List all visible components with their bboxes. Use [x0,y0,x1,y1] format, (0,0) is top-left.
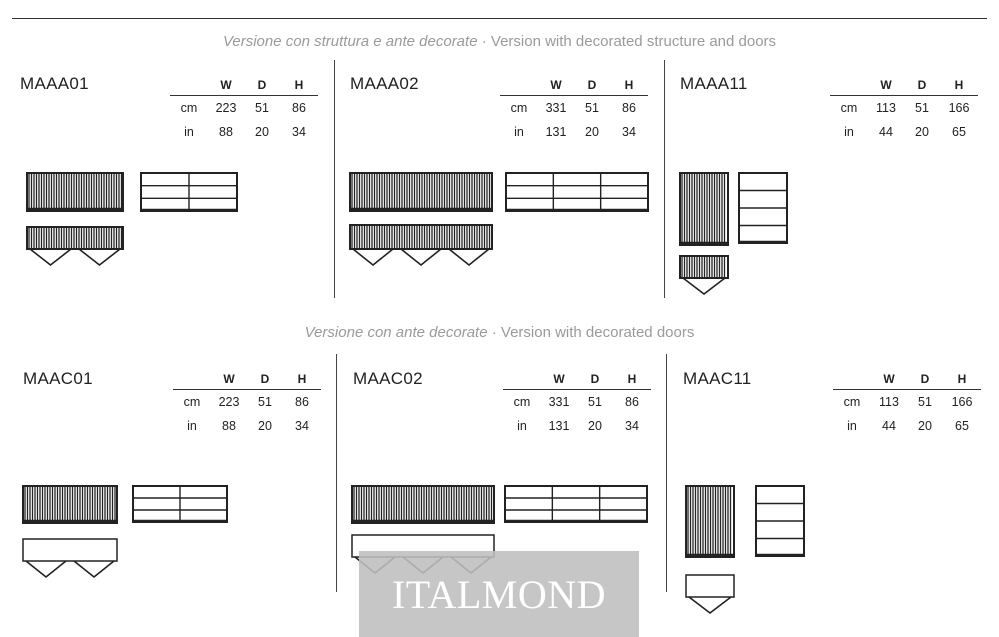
height-cell: 86 [625,395,639,409]
open-structure-drawing [738,172,790,246]
height-cell: 166 [948,101,970,115]
header-height: H [627,372,637,386]
width-cell: 113 [879,395,899,409]
header-width: W [883,372,895,386]
open-structure-drawing [132,485,230,525]
decorated-front-drawing [26,172,126,212]
decorated-front-drawing [685,485,737,559]
header-depth: D [260,372,270,386]
height-cell: 34 [295,419,309,433]
section-title-italian: Versione con ante decorate [304,324,488,341]
width-cell: 331 [545,101,567,115]
outline [350,225,492,249]
depth-cell: 20 [588,419,602,433]
depth-cell: 51 [915,101,929,115]
header-depth: D [257,78,267,92]
width-cell: 88 [219,125,233,139]
decorated-front-drawing [679,172,731,246]
outline [506,173,648,211]
width-cell: 44 [882,419,896,433]
leg-line [79,249,120,265]
dimensions-row-in [170,120,318,144]
leg-line [449,249,489,265]
leg-line [30,249,71,265]
leg-line [26,561,66,577]
leg-line [401,249,441,265]
header-height: H [294,78,304,92]
depth-cell: 20 [915,125,929,139]
decorated-front-drawing [349,172,495,212]
depth-cell: 20 [255,125,269,139]
height-cell: 34 [622,125,636,139]
height-cell: 34 [625,419,639,433]
width-cell: 88 [222,419,236,433]
header-width: W [550,78,562,92]
dimensions-row-in [173,414,321,438]
column-divider [666,354,667,592]
dimensions-table [170,75,318,144]
outline [352,486,494,523]
section-title-1 [0,33,999,50]
unit-cell: in [514,125,524,139]
decorated-front-drawing [22,485,120,525]
outline [23,539,117,561]
dimensions-row-cm [170,96,318,121]
unit-cell: cm [840,101,858,115]
dimensions-row-in [833,414,981,438]
header-width: W [220,78,232,92]
product-code: MAAA02 [350,74,419,93]
column-divider [334,60,335,298]
top-view-drawing [26,226,126,268]
depth-cell: 20 [258,419,272,433]
leg-line [683,278,725,294]
dimensions-table [173,369,321,438]
header-depth: D [587,78,597,92]
product-code: MAAA11 [680,74,748,93]
dimensions-table [830,75,978,144]
dimensions-table [833,369,981,438]
depth-cell: 51 [585,101,599,115]
depth-cell: 51 [918,395,932,409]
dimensions-table [500,75,648,144]
outline [350,173,492,211]
depth-cell: 20 [585,125,599,139]
depth-cell: 51 [258,395,272,409]
header-depth: D [590,372,600,386]
dimensions-row-cm [830,96,978,121]
open-structure-drawing [755,485,807,559]
product-code: MAAC02 [353,369,423,388]
header-depth: D [917,78,927,92]
dimensions-row-cm [500,96,648,121]
leg-line [689,597,731,613]
open-structure-drawing [504,485,650,525]
leg-line [353,249,393,265]
height-cell: 166 [951,395,973,409]
dimensions-table [503,369,651,438]
width-cell: 331 [548,395,570,409]
depth-cell: 51 [255,101,269,115]
unit-cell: in [517,419,527,433]
unit-cell: in [844,125,854,139]
unit-cell: in [187,419,197,433]
outline [505,486,647,522]
top-view-drawing [679,255,731,297]
dimensions-row-in [503,414,651,438]
depth-cell: 51 [588,395,602,409]
unit-cell: cm [180,101,198,115]
unit-cell: cm [843,395,861,409]
watermark-logo: ITALMOND [359,551,639,637]
column-divider [336,354,337,592]
product-code: MAAC11 [683,369,752,388]
top-rule [12,18,987,19]
top-view-drawing [349,224,495,266]
height-cell: 65 [952,125,966,139]
header-height: H [957,372,967,386]
decorated-front-drawing [351,485,497,525]
top-view-drawing [22,538,120,580]
product-code: MAAC01 [23,369,93,388]
header-height: H [624,78,634,92]
header-width: W [223,372,235,386]
height-cell: 86 [295,395,309,409]
dimensions-row-cm [173,390,321,415]
unit-cell: cm [513,395,531,409]
depth-cell: 20 [918,419,932,433]
height-cell: 86 [292,101,306,115]
width-cell: 131 [545,125,567,139]
unit-cell: in [184,125,194,139]
section-title-italian: Versione con struttura e ante decorate [222,33,478,50]
unit-cell: cm [510,101,528,115]
section-title-english: Version with decorated doors [500,324,695,341]
header-height: H [954,78,964,92]
section-title-2 [0,324,999,341]
dimensions-row-in [500,120,648,144]
width-cell: 113 [876,101,896,115]
column-divider [664,60,665,298]
dimensions-row-cm [503,390,651,415]
unit-cell: in [847,419,857,433]
dimensions-row-in [830,120,978,144]
width-cell: 44 [879,125,893,139]
header-width: W [880,78,892,92]
header-height: H [297,372,307,386]
outline [686,575,734,597]
unit-cell: cm [183,395,201,409]
header-width: W [553,372,565,386]
open-structure-drawing [505,172,651,212]
height-cell: 65 [955,419,969,433]
product-code: MAAA01 [20,74,89,93]
width-cell: 223 [215,101,237,115]
open-structure-drawing [140,172,240,212]
leg-line [74,561,114,577]
height-cell: 86 [622,101,636,115]
width-cell: 223 [218,395,240,409]
width-cell: 131 [548,419,570,433]
section-title-separator: · [487,324,501,341]
dimensions-row-cm [833,390,981,415]
top-view-drawing [685,574,737,616]
height-cell: 34 [292,125,306,139]
header-depth: D [920,372,930,386]
section-title-separator: · [477,33,491,50]
section-title-english: Version with decorated structure and doors [490,33,777,50]
